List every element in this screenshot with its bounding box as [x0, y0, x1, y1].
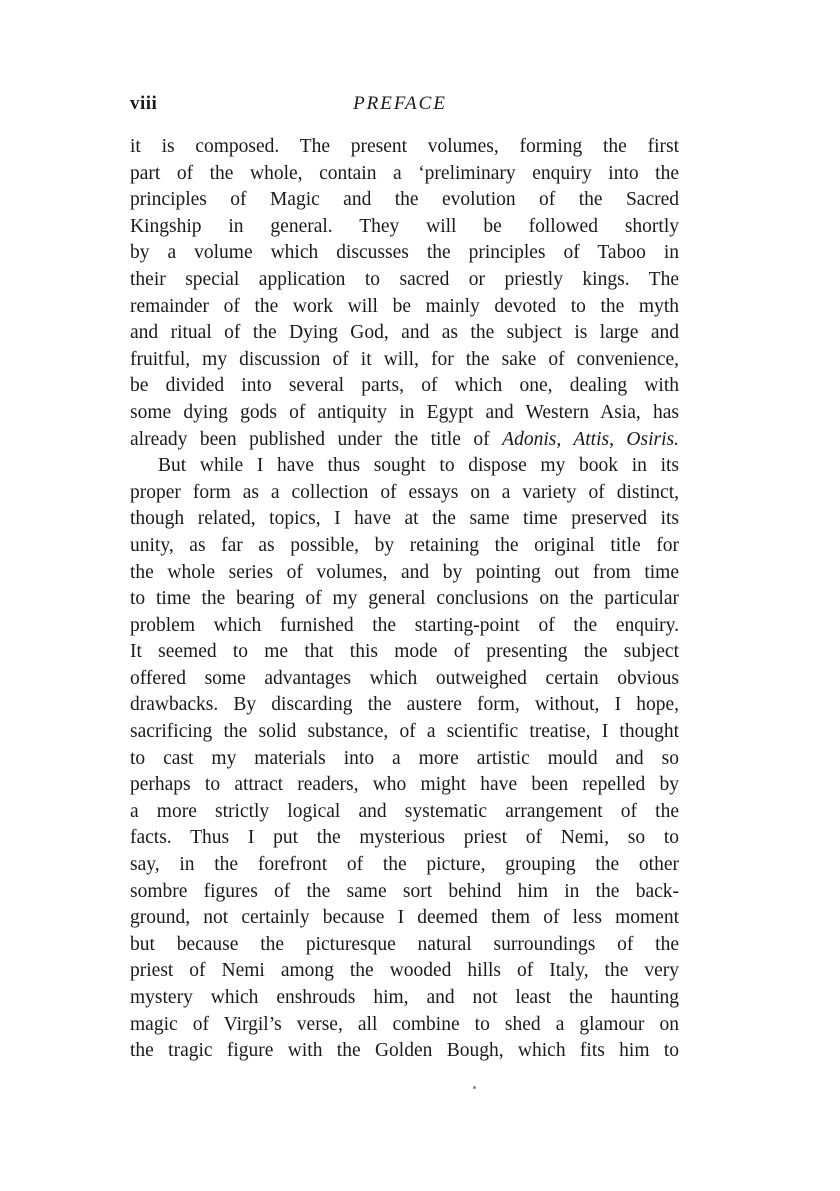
text-line: though related, topics, I have at the same time preserved its: [130, 508, 679, 530]
text-line: sacrificing the solid substance, of a scientific treatise, I thought: [130, 721, 679, 743]
text-line-with-title: [130, 427, 679, 454]
text-line: but because the picturesque natural surroundings of the: [130, 933, 679, 955]
text-line: offered some advantages which outweighed certain obvious: [130, 667, 679, 689]
text-line: some dying gods of antiquity in Egypt and Western Asia, has: [130, 401, 679, 423]
text-line: their special application to sacred or priestly kings. The: [130, 268, 679, 290]
text-line: by a volume which discusses the principles of Taboo in: [130, 242, 679, 264]
italic-book-title: Adonis, Attis, Osiris.: [502, 428, 679, 450]
text-line: sombre figures of the same sort behind him in the back-: [130, 880, 679, 902]
text-line: It seemed to me that this mode of presenting the subject: [130, 641, 679, 663]
text-line: fruitful, my discussion of it will, for the sake of convenience,: [130, 348, 679, 370]
running-title: PREFACE: [353, 93, 447, 114]
text-line: to time the bearing of my general conclusions on the particular: [130, 588, 679, 610]
text-line: the tragic figure with the Golden Bough, which fits him to: [130, 1040, 679, 1062]
print-speck: [473, 1086, 476, 1089]
text-line: proper form as a collection of essays on a variety of distinct,: [130, 481, 679, 503]
text-line: remainder of the work will be mainly devoted to the myth: [130, 295, 679, 317]
page-number: viii: [130, 93, 158, 114]
text-line: mystery which enshrouds him, and not least the haunting: [130, 987, 679, 1008]
text-line: drawbacks. By discarding the austere form, without, I hope,: [130, 694, 679, 716]
text-line: perhaps to attract readers, who might have been repelled by: [130, 774, 679, 796]
text-line: magic of Virgil’s verse, all combine to shed a glamour on: [130, 1013, 679, 1035]
body-text: [130, 134, 679, 1065]
paragraph-start-line: But while I have thus sought to dispose my book in its: [158, 455, 679, 477]
text-line: part of the whole, contain a ‘preliminary enquiry into the: [130, 162, 679, 184]
text-line: unity, as far as possible, by retaining the original title for: [130, 534, 679, 556]
text-fragment: already been published under the title of: [130, 428, 503, 450]
text-line: facts. Thus I put the mysterious priest of Nemi, so to: [130, 827, 679, 849]
text-line: ground, not certainly because I deemed them of less moment: [130, 907, 679, 929]
text-line: be divided into several parts, of which one, dealing with: [130, 375, 679, 397]
text-line: to cast my materials into a more artistic mould and so: [130, 747, 679, 769]
text-line: and ritual of the Dying God, and as the subject is large and: [130, 322, 679, 344]
text-line: the whole series of volumes, and by pointing out from time: [130, 561, 679, 583]
text-line: say, in the forefront of the picture, grouping the other: [130, 854, 679, 876]
text-line: it is composed. The present volumes, forming the first: [130, 136, 679, 157]
text-line: problem which furnished the starting-point of the enquiry.: [130, 614, 679, 636]
text-line: a more strictly logical and systematic arrangement of the: [130, 800, 679, 822]
text-line: priest of Nemi among the wooded hills of Italy, the very: [130, 960, 679, 982]
text-line: principles of Magic and the evolution of the Sacred: [130, 189, 679, 211]
text-line: Kingship in general. They will be followed shortly: [130, 215, 679, 237]
